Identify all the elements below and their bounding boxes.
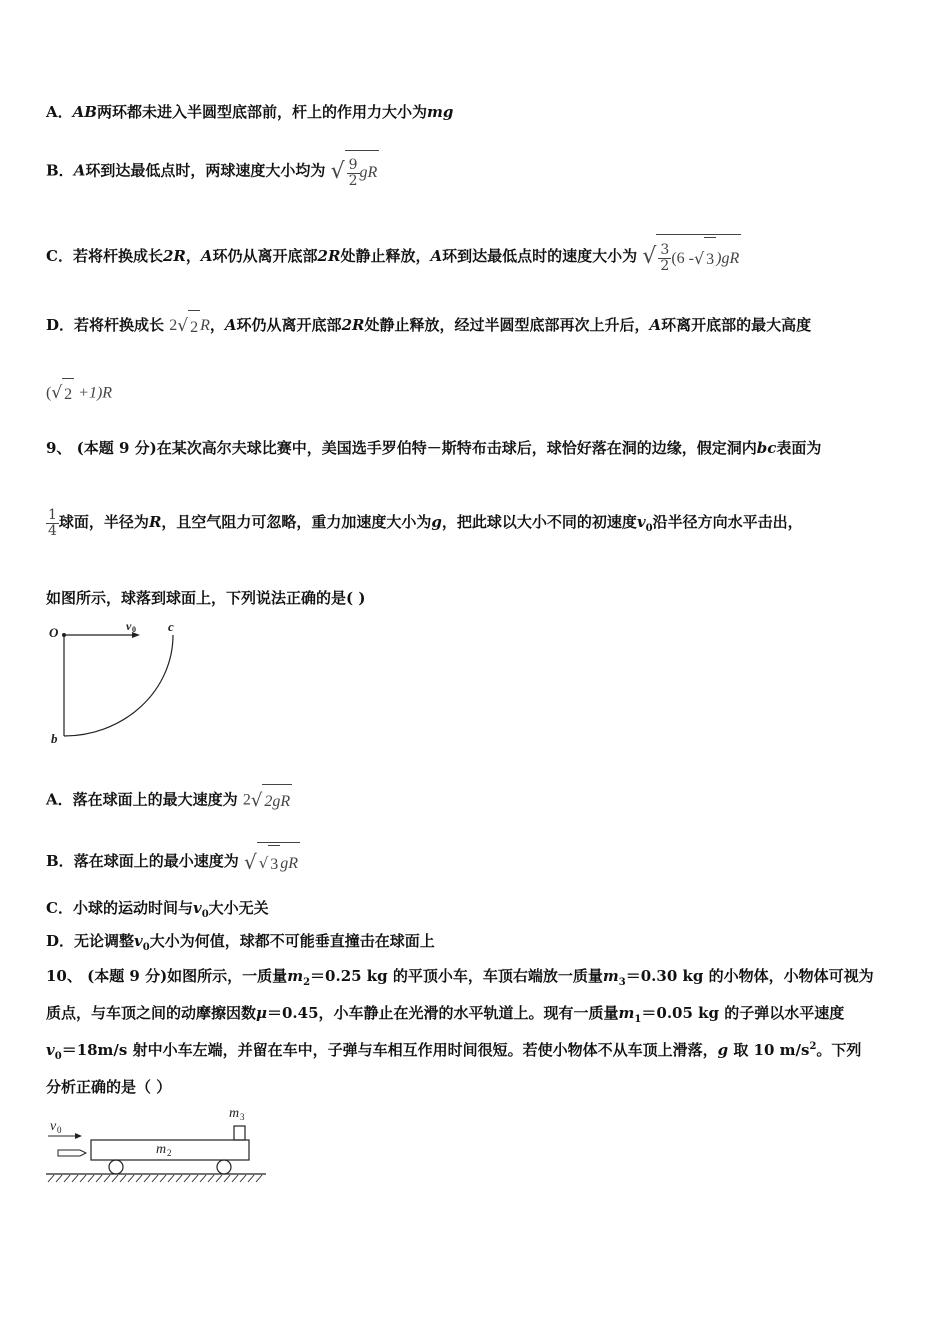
label-v0-sub: 0 — [132, 625, 136, 634]
q8-option-c: C．若将杆换成长2R，A环仍从离开底部2R处静止释放，A环到达最低点时的速度大小为 √ $\frac{3}{2}$ (6 - √ 3 )gR — [46, 234, 741, 280]
q9-option-b: B．落在球面上的最小速度为 √ √ 3 gR — [46, 842, 300, 882]
q9-stem-line3: 如图所示，球落到球面上，下列说法正确的是( ) — [46, 589, 366, 607]
q10-stem-line2: 质点，与车顶之间的动摩擦因数μ＝0.45，小车静止在光滑的水平轨道上。现有一质量$m_1=0.05$ kg 的子弹以水平速度 — [46, 1004, 845, 1025]
q9-option-d: D．无论调整$v_0$大小为何值，球都不可能垂直撞击在球面上 — [46, 932, 435, 953]
q9-stem-line1: 9、 (本题 9 分)在某次高尔夫球比赛中，美国选手罗伯特－斯特布击球后，球恰好落在洞的边缘，假定洞内bc表面为 — [46, 439, 822, 457]
q9-option-c: C．小球的运动时间与$v_0$大小无关 — [46, 899, 269, 920]
ground-hatching — [48, 1175, 262, 1182]
label-v0: v — [126, 619, 132, 633]
label-m3-sub: 3 — [240, 1112, 245, 1122]
label-m3: m — [229, 1106, 240, 1121]
q9-quarter-sphere-figure — [46, 618, 186, 748]
label-c: c — [168, 619, 174, 634]
q10-diagram — [44, 1100, 274, 1190]
q10-cart-figure — [44, 1100, 274, 1190]
label-m2-sub: 2 — [167, 1148, 172, 1158]
q8-option-a: A．AB两环都未进入半圆型底部前，杆上的作用力大小为mg — [46, 103, 454, 121]
label-v0: v — [50, 1119, 57, 1134]
q8-option-d: D．若将杆换成长 2 √ 2 R，A环仍从离开底部2R处静止释放，经过半圆型底部再次上升后，A环离开底部的最大高度 — [46, 310, 811, 343]
q10-stem-line1: 10、 (本题 9 分)如图所示，一质量$m_2=0.25$ kg 的平顶小车，车顶右端放一质量$m_3=0.30$ kg 的小物体，小物体可视为 — [46, 967, 874, 988]
q9-option-a: A．落在球面上的最大速度为 2 √ 2gR — [46, 784, 292, 817]
label-m2: m — [156, 1142, 167, 1157]
q9-diagram — [46, 618, 186, 748]
q8-option-d-height: ( √ 2 +1)R — [46, 378, 112, 409]
sqrt-expression: √ $\frac{9}{2}$ gR — [331, 150, 380, 193]
label-v0-sub: 0 — [57, 1125, 62, 1135]
sqrt-expression: √ $\frac{3}{2}$ (6 - √ 3 )gR — [642, 234, 741, 280]
q8-option-b: B．A环到达最低点时，两球速度大小均为 √ $\frac{9}{2}$ gR — [46, 150, 379, 193]
label-o: O — [49, 625, 59, 640]
q10-stem-line4: 分析正确的是（ ） — [46, 1078, 172, 1096]
q9-stem-line2: $\frac{1}{4}$ 球面，半径为R，且空气阻力可忽略，重力加速度大小为g，把此球以大小不同的初速度$v_0$沿半径方向水平击出， — [48, 506, 803, 539]
q10-stem-line3: $v_0=18m/s$ 射中小车左端，并留在车中，子弹与车相互作用时间很短。若使小物体不从车顶上滑落，g 取 10 $m/s^2$。下列 — [46, 1041, 862, 1062]
label-b: b — [51, 731, 58, 746]
